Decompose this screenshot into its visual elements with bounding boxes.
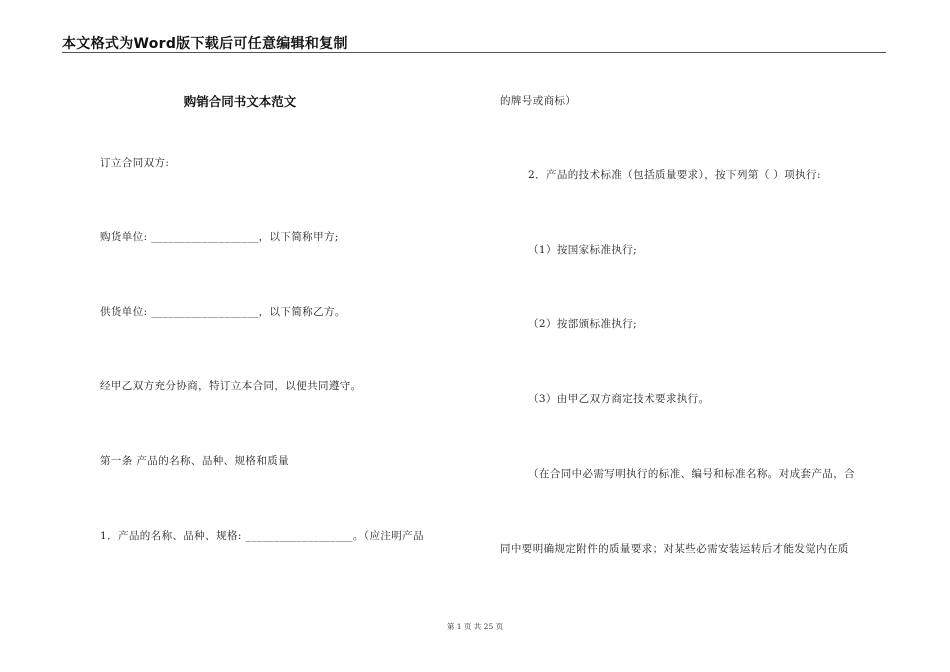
list-item: （1）按国家标准执行; (528, 244, 638, 256)
list-item: （3）由甲乙双方商定技术要求执行。 (528, 393, 710, 405)
header-divider (62, 52, 886, 53)
section-heading: 第一条 产品的名称、品种、规格和质量 (100, 455, 290, 467)
paragraph-line: （在合同中必需写明执行的标准、编号和标准名称。对成套产品，合 (528, 468, 855, 480)
download-banner: 本文格式为Word版下载后可任意编辑和复制 (62, 36, 348, 52)
paragraph-line: 1．产品的名称、品种、规格: ___________________。（应注明产品 (100, 530, 424, 542)
paragraph-line: 订立合同双方: (100, 157, 170, 169)
paragraph-line: 同中要明确规定附件的质量要求；对某些必需安装运转后才能发觉内在质 (500, 543, 849, 555)
document-title: 购销合同书文本范文 (183, 94, 297, 109)
paragraph-line: 2．产品的技术标准（包括质量要求），按下列第（ ）项执行: (528, 169, 821, 181)
paragraph-line: 供货单位: ___________________，以下简称乙方。 (100, 306, 346, 318)
list-item: （2）按部颁标准执行; (528, 318, 638, 330)
paragraph-line: 购货单位: ___________________，以下简称甲方; (100, 231, 339, 243)
paragraph-line: 经甲乙双方充分协商，特订立本合同，以便共同遵守。 (100, 380, 362, 392)
paragraph-line: 的牌号或商标） (500, 95, 577, 107)
page-number: 第 1 页 共 25 页 (446, 622, 504, 631)
